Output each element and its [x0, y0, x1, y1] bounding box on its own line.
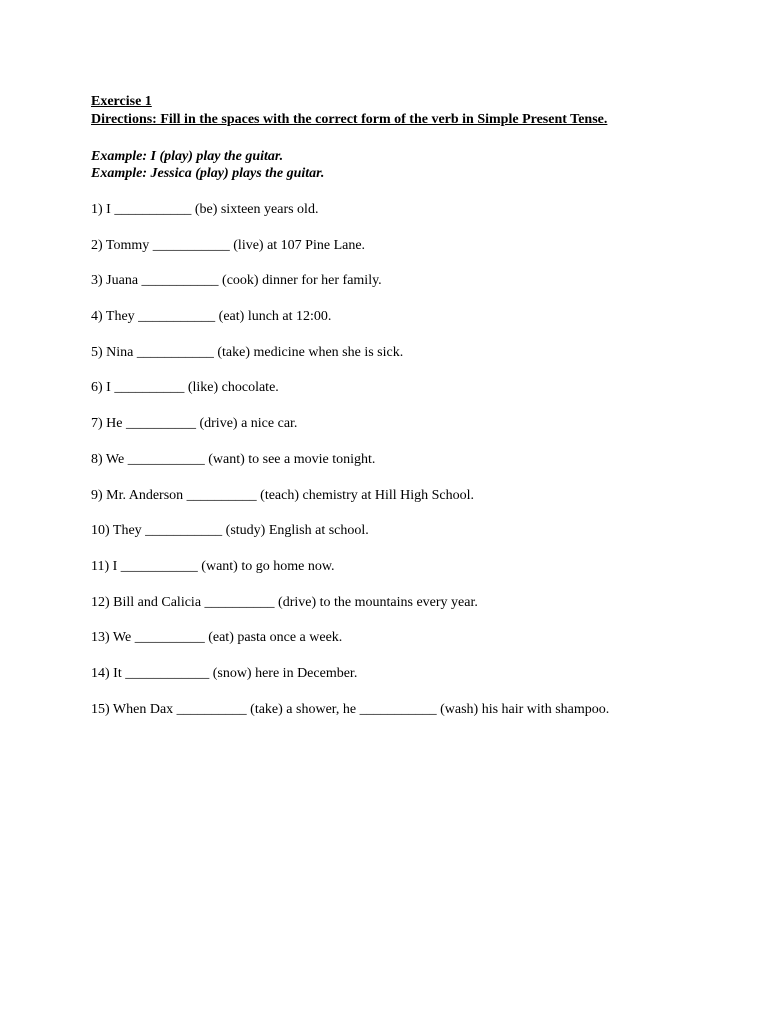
exercise-item: 8) We ___________ (want) to see a movie tonight.	[91, 451, 376, 467]
exercise-item: 6) I __________ (like) chocolate.	[91, 380, 279, 396]
exercise-item: 1) I ___________ (be) sixteen years old.	[91, 202, 319, 217]
exercise-item: 11) I ___________ (want) to go home now.	[91, 558, 335, 574]
worksheet	[91, 93, 731, 736]
exercise-item: 15) When Dax __________ (take) a shower, he ___________ (wash) his hair with shampoo.	[91, 701, 610, 717]
exercise-item: 13) We __________ (eat) pasta once a week.	[91, 630, 343, 646]
exercise-item: 10) They ___________ (study) English at school.	[91, 523, 369, 539]
exercise-item: 4) They ___________ (eat) lunch at 12:00.	[91, 309, 332, 325]
example-line: Example: Jessica (play) plays the guitar.	[91, 166, 325, 181]
exercise-item: 5) Nina ___________ (take) medicine when she is sick.	[91, 344, 404, 360]
exercise-item: 7) He __________ (drive) a nice car.	[91, 416, 298, 432]
example-line: Example: I (play) play the guitar.	[91, 149, 284, 164]
exercise-item: 2) Tommy ___________ (live) at 107 Pine Lane.	[91, 237, 366, 253]
exercise-item: 9) Mr. Anderson __________ (teach) chemistry at Hill High School.	[91, 487, 474, 503]
exercise-items	[91, 201, 731, 719]
exercise-directions: Directions: Fill in the spaces with the correct form of the verb in Simple Present Tense.	[91, 112, 608, 127]
exercise-item: 12) Bill and Calicia __________ (drive) to the mountains every year.	[91, 594, 478, 610]
examples	[91, 148, 731, 182]
exercise-item: 14) It ____________ (snow) here in December.	[91, 665, 358, 681]
exercise-title: Exercise 1	[91, 94, 152, 109]
exercise-item: 3) Juana ___________ (cook) dinner for her family.	[91, 273, 382, 289]
exercise-header	[91, 93, 731, 129]
